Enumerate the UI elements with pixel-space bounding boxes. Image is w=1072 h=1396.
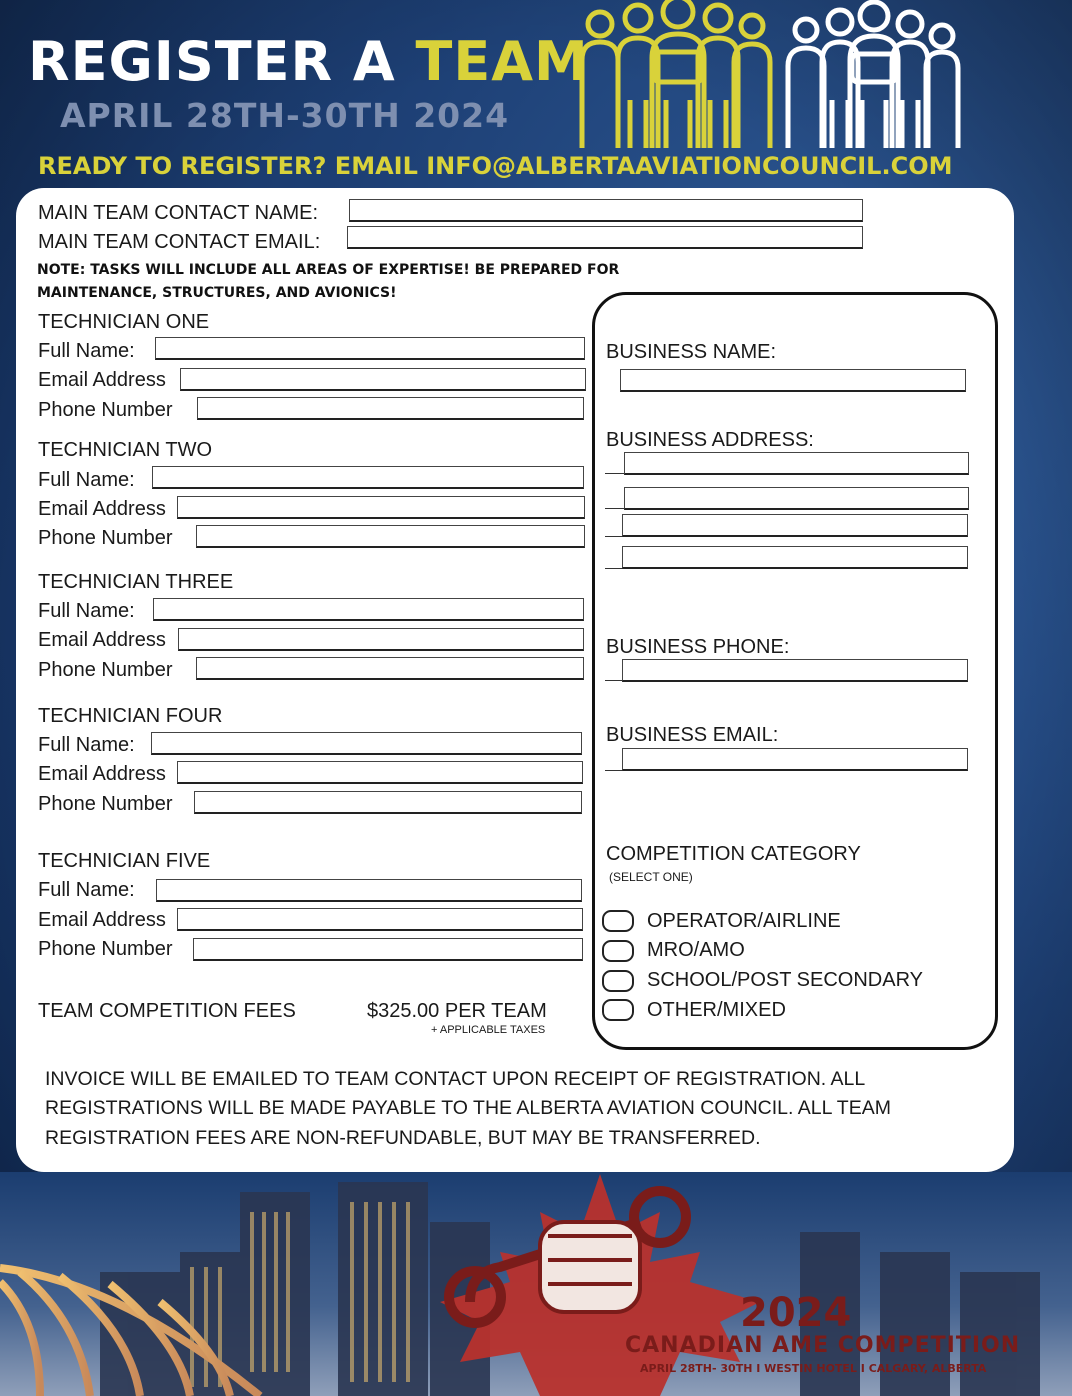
invoice-line-1: INVOICE WILL BE EMAILED TO TEAM CONTACT UPON RECEIPT OF REGISTRATION. ALL xyxy=(45,1068,866,1090)
technician-five-name-label: Full Name: xyxy=(38,879,135,901)
fees-amount: $325.00 PER TEAM xyxy=(367,1000,547,1022)
technician-two-name-label: Full Name: xyxy=(38,469,135,491)
business-email-label: BUSINESS EMAIL: xyxy=(606,724,779,746)
business-address-label: BUSINESS ADDRESS: xyxy=(606,429,814,451)
contact-name-field[interactable] xyxy=(349,199,863,222)
category-checkbox-mro[interactable] xyxy=(602,940,634,962)
technician-two-email-field[interactable] xyxy=(177,496,585,519)
technician-three-name-label: Full Name: xyxy=(38,600,135,622)
event-year: 2024 xyxy=(740,1290,852,1336)
contact-name-label: MAIN TEAM CONTACT NAME: xyxy=(38,202,319,224)
technician-four-email-label: Email Address xyxy=(38,763,166,785)
register-email-line: READY TO REGISTER? EMAIL INFO@ALBERTAAVIATIONCOUNCIL.COM xyxy=(38,152,953,180)
contact-email-label: MAIN TEAM CONTACT EMAIL: xyxy=(38,231,321,253)
technician-one-heading: TECHNICIAN ONE xyxy=(38,311,210,333)
page-title xyxy=(28,30,589,93)
technician-five-heading: TECHNICIAN FIVE xyxy=(38,850,211,872)
technician-three-phone-label: Phone Number xyxy=(38,659,173,681)
category-option-school: SCHOOL/POST SECONDARY xyxy=(647,969,923,991)
event-dates: APRIL 28TH-30TH 2024 xyxy=(60,96,510,135)
technician-one-phone-label: Phone Number xyxy=(38,399,173,421)
category-option-other: OTHER/MIXED xyxy=(647,999,786,1021)
technician-two-name-field[interactable] xyxy=(152,466,584,489)
business-address-field-1[interactable] xyxy=(624,452,969,475)
business-name-field[interactable] xyxy=(620,369,966,392)
business-email-field[interactable] xyxy=(622,748,968,771)
technician-two-email-label: Email Address xyxy=(38,498,166,520)
business-name-label: BUSINESS NAME: xyxy=(606,341,777,363)
category-subheading: (SELECT ONE) xyxy=(609,870,693,884)
technician-five-name-field[interactable] xyxy=(156,879,582,902)
technician-four-email-field[interactable] xyxy=(177,761,583,784)
invoice-line-2: REGISTRATIONS WILL BE MADE PAYABLE TO THE ALBERTA AVIATION COUNCIL. ALL TEAM xyxy=(45,1097,891,1119)
event-details: APRIL 28TH- 30TH I WESTIN HOTEL I CALGARY, ALBERTA xyxy=(640,1362,987,1375)
technician-three-phone-field[interactable] xyxy=(196,657,584,680)
category-option-operator: OPERATOR/AIRLINE xyxy=(647,910,841,932)
event-name: CANADIAN AME COMPETITION xyxy=(625,1333,1021,1358)
business-phone-label: BUSINESS PHONE: xyxy=(606,636,790,658)
technician-four-phone-label: Phone Number xyxy=(38,793,173,815)
team-people-icon xyxy=(574,0,974,150)
title-team: TEAM xyxy=(415,30,589,93)
category-checkbox-operator[interactable] xyxy=(602,910,634,932)
technician-two-heading: TECHNICIAN TWO xyxy=(38,439,213,461)
invoice-line-3: REGISTRATION FEES ARE NON-REFUNDABLE, BUT MAY BE TRANSFERRED. xyxy=(45,1127,761,1149)
address-line-marker xyxy=(605,473,625,474)
category-heading: COMPETITION CATEGORY xyxy=(606,843,861,865)
technician-three-email-label: Email Address xyxy=(38,629,166,651)
category-option-mro: MRO/AMO xyxy=(647,939,745,961)
note-line-2: MAINTENANCE, STRUCTURES, AND AVIONICS! xyxy=(37,285,397,301)
category-checkbox-other[interactable] xyxy=(602,999,634,1021)
technician-five-email-field[interactable] xyxy=(177,908,583,931)
technician-two-phone-label: Phone Number xyxy=(38,527,173,549)
technician-four-heading: TECHNICIAN FOUR xyxy=(38,705,223,727)
technician-one-email-label: Email Address xyxy=(38,369,166,391)
note-line-1: NOTE: TASKS WILL INCLUDE ALL AREAS OF EXPERTISE! BE PREPARED FOR xyxy=(37,262,620,278)
fees-label: TEAM COMPETITION FEES xyxy=(38,1000,296,1022)
technician-one-name-label: Full Name: xyxy=(38,340,135,362)
technician-one-email-field[interactable] xyxy=(180,368,586,391)
business-phone-field[interactable] xyxy=(622,659,968,682)
fees-taxes: + APPLICABLE TAXES xyxy=(431,1024,546,1036)
business-address-field-4[interactable] xyxy=(622,546,968,569)
technician-four-name-label: Full Name: xyxy=(38,734,135,756)
technician-two-phone-field[interactable] xyxy=(196,525,585,548)
business-address-field-3[interactable] xyxy=(622,514,968,537)
technician-five-phone-field[interactable] xyxy=(193,938,583,961)
technician-four-name-field[interactable] xyxy=(151,732,582,755)
technician-one-phone-field[interactable] xyxy=(197,397,584,420)
address-line-marker xyxy=(605,508,625,509)
title-register: REGISTER A xyxy=(28,30,416,93)
technician-three-name-field[interactable] xyxy=(153,598,584,621)
business-address-field-2[interactable] xyxy=(624,487,969,510)
category-checkbox-school[interactable] xyxy=(602,970,634,992)
contact-email-field[interactable] xyxy=(347,226,863,249)
technician-four-phone-field[interactable] xyxy=(194,791,582,814)
technician-one-name-field[interactable] xyxy=(155,337,585,360)
technician-five-phone-label: Phone Number xyxy=(38,938,173,960)
technician-three-heading: TECHNICIAN THREE xyxy=(38,571,234,593)
technician-three-email-field[interactable] xyxy=(178,628,584,651)
technician-five-email-label: Email Address xyxy=(38,909,166,931)
